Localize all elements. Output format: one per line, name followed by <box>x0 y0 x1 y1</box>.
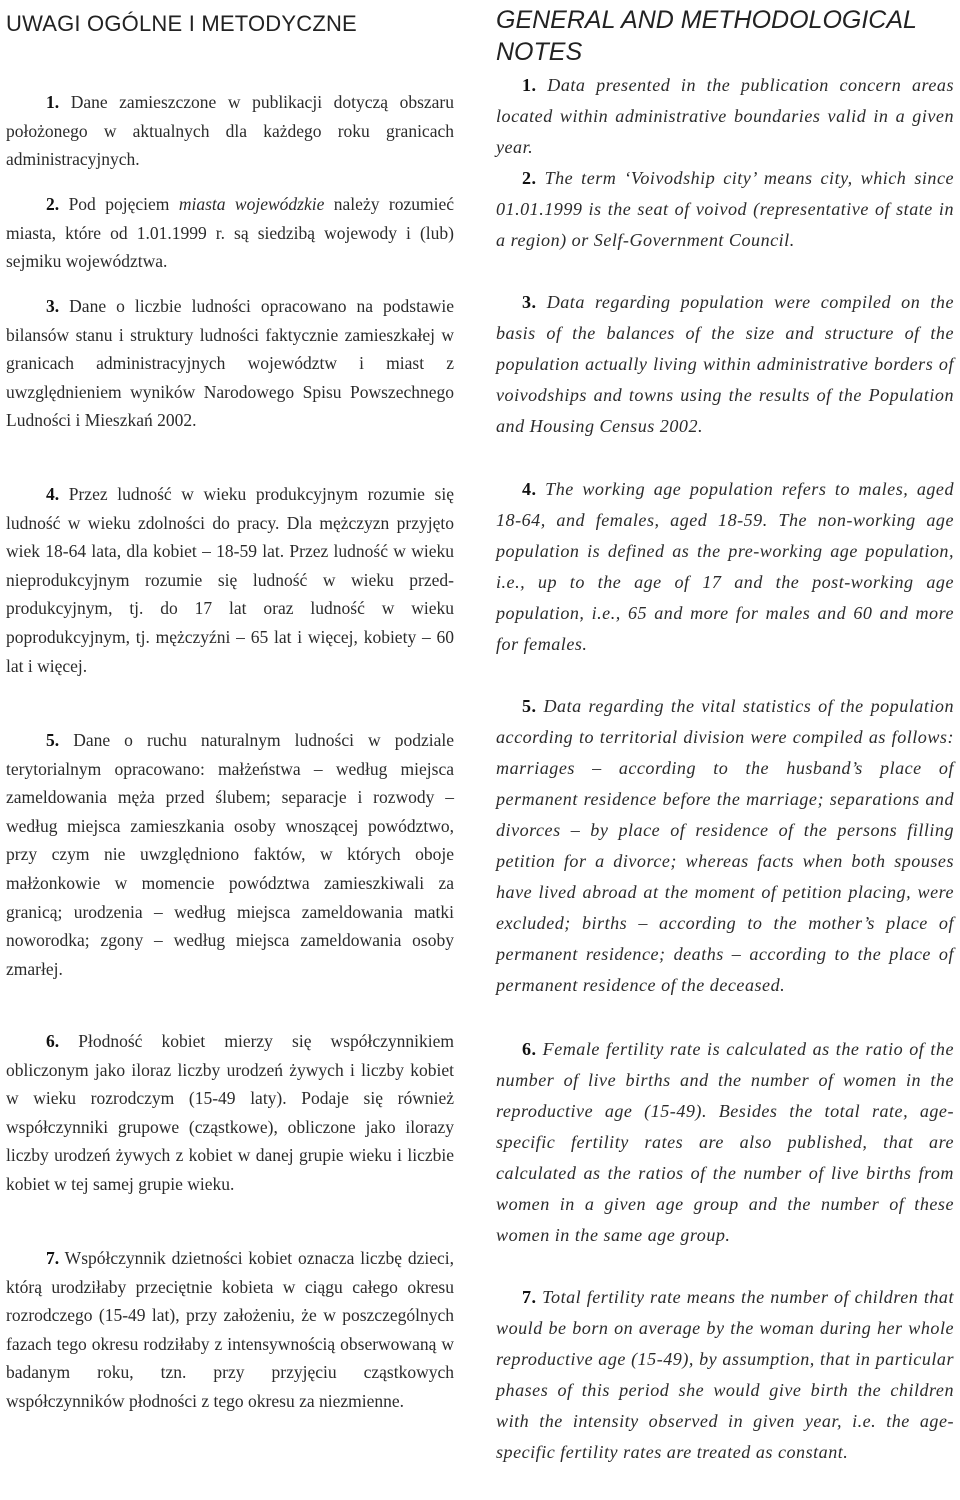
english-note-1 <box>496 70 954 163</box>
note-number: 5. <box>46 730 60 750</box>
note-text-before: Pod pojęciem <box>68 194 179 214</box>
note-number: 6. <box>522 1039 537 1059</box>
note-text: Data presented in the publication concern areas located within administrative boundaries valid in a given year. <box>496 75 954 157</box>
note-italic-term: miasta wojewódzkie <box>178 194 325 214</box>
polish-note-2 <box>6 190 454 276</box>
note-text: Dane o liczbie ludności opracowano na podstawie bilansów stanu i struktury ludności faktycznie zamieszkałej w granicach administracyjnych województw i miast z uwzględnieniem wyników Narodowego Spisu Powszechnego Ludności i Mieszkań 2002. <box>6 296 455 431</box>
english-title: GENERAL AND METHODOLOGICAL NOTES <box>496 6 917 66</box>
polish-note-4 <box>6 480 454 680</box>
note-number: 5. <box>522 696 537 716</box>
english-note-2 <box>496 163 954 256</box>
note-number: 3. <box>46 296 60 316</box>
note-number: 4. <box>46 484 60 504</box>
note-number: 4. <box>522 479 537 499</box>
note-text: Dane o ruchu naturalnym ludności w podziale terytorialnym opracowano: małżeństwa – według miejsca zameldowania męża przed ślubem; separacje i rozwody – według miejsca zamieszkania osoby wnoszącej powództwo, przy czym nie uwzględniono faktów, w których oboje małżonkowie w momencie powództwa zamieszkiwali za granicą; urodzenia – według miejsca zameldowania matki noworodka; zgony – według miejsca zameldowania osoby zmarłej. <box>6 730 454 979</box>
note-number: 3. <box>522 292 537 312</box>
english-note-6 <box>496 1034 954 1251</box>
note-text: The term ‘Voivodship city’ means city, which since 01.01.1999 is the seat of voivod (representative of state in a region) or Self-Government Council. <box>496 168 955 250</box>
note-number: 2. <box>46 194 60 214</box>
note-text: Female fertility rate is calculated as the ratio of the number of live births and the number of women in the reproductive age (15-49). Besides the total rate, age-specific fertility rates are also published, that are calculated as the ratios of the number of live births from women in a given age group and the number of these women in the same age group. <box>496 1039 954 1245</box>
note-number: 7. <box>522 1287 537 1307</box>
polish-note-7 <box>6 1244 454 1416</box>
note-text: The working age population refers to males, aged 18-64, and females, aged 18-59. The non-working age population is defined as the pre-working age population, i.e., up to the age of 17 and the post-working age population, i.e., 65 and more for males and 60 and more for females. <box>496 479 955 654</box>
note-text: Data regarding the vital statistics of the population according to territorial division were compiled as follows: marriages – according to the husband’s place of permanent residence before the marriage; separations and divorces – by place of residence of the persons filling petition for a divorce; whereas facts when both spouses have lived abroad at the moment of petition placing, were excluded; births – according to the mother’s place of permanent residence; deaths – according to the place of permanent residence of the deceased. <box>496 696 954 995</box>
note-text: Dane zamieszczone w publikacji dotyczą obszaru położonego w aktualnych dla każdego roku granicach administracyjnych. <box>6 92 454 170</box>
note-text: Współczynnik dzietności kobiet oznacza liczbę dzieci, którą urodziłaby przeciętnie kobieta w ciągu całego okresu rozrodczego (15-49 lat), przy założeniu, że w poszczególnych fazach tego okresu rodziłaby z intensywnością obserwowaną w badanym roku, tzn. przy przyjęciu cząstkowych współczynników płodności z tego okresu za niezmienne. <box>6 1248 454 1411</box>
note-number: 7. <box>46 1248 60 1268</box>
english-note-5 <box>496 691 954 1001</box>
note-number: 6. <box>46 1031 60 1051</box>
note-text: Płodność kobiet mierzy się współczynnikiem obliczonym jako iloraz liczby urodzeń żywych i liczby kobiet w wieku rozrodczym (15-49 laty). Podaje się również współczynniki grupowe (cząstkowe), obliczone jako ilorazy liczby urodzeń żywych z kobiet w danej grupie wieku i liczbie kobiet w tej samej grupie wieku. <box>6 1031 455 1194</box>
note-number: 1. <box>46 92 60 112</box>
english-column <box>496 0 955 1462</box>
polish-note-3 <box>6 292 454 435</box>
polish-column <box>6 0 455 1411</box>
note-number: 1. <box>522 75 537 95</box>
note-text: Data regarding population were compiled on the basis of the balances of the size and structure of the population actually living within administrative borders of voivodships and towns using the results of the Population and Housing Census 2002. <box>496 292 954 436</box>
note-text: Total fertility rate means the number of children that would be born on average by the woman during her whole reproductive age (15-49), by assumption, that in particular phases of this period she would give birth the children with the intensity observed in given year, i.e. the age-specific fertility rates are treated as constant. <box>496 1287 954 1462</box>
note-number: 2. <box>522 168 537 188</box>
polish-title: UWAGI OGÓLNE I METODYCZNE <box>6 11 357 36</box>
polish-note-1 <box>6 88 454 174</box>
polish-note-5 <box>6 726 454 983</box>
english-note-7 <box>496 1282 954 1468</box>
note-text-after: należy rozumieć miasta, które od 1.01.1999 r. są siedzibą wojewody i (lub) sejmiku województwa. <box>6 194 454 272</box>
note-text: Przez ludność w wieku produkcyjnym rozumie się ludność w wieku zdolności do pracy. Dla mężczyzn przyjęto wiek 18-64 lata, dla kobiet – 18-59 lat. Przez ludność w wieku nieprodukcyjnym rozumie się ludność w wieku przedprodukcyjnym, tj. do 17 lat oraz ludność w wieku poprodukcyjnym, tj. mężczyźni – 65 lat i więcej, kobiety – 60 lat i więcej. <box>6 484 454 676</box>
english-note-3 <box>496 287 954 442</box>
polish-note-6 <box>6 1027 454 1199</box>
english-note-4 <box>496 474 954 660</box>
